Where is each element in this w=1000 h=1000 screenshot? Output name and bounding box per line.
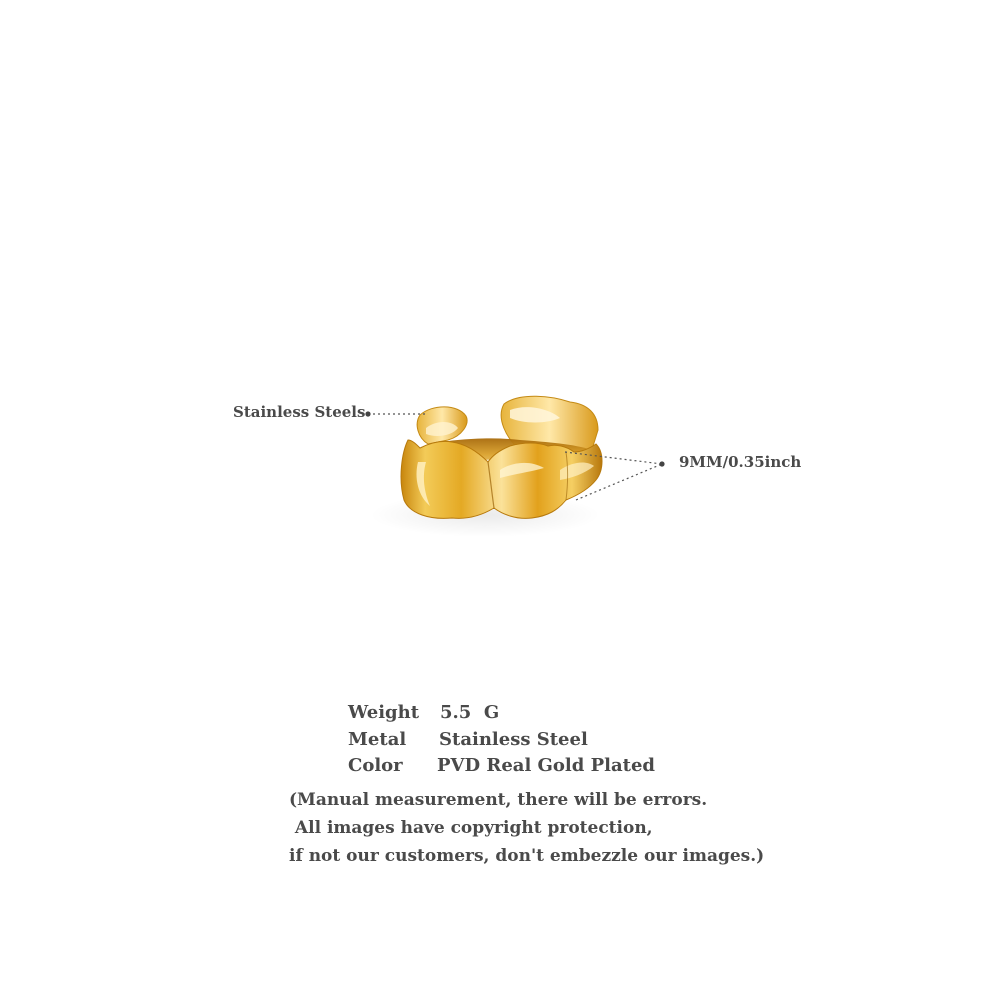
material-callout-label: Stainless Steels <box>233 403 366 421</box>
spec-value: PVD Real Gold Plated <box>437 755 656 776</box>
gold-ring <box>401 396 602 518</box>
width-callout-label: 9MM/0.35inch <box>679 453 802 471</box>
note-line-3: if not our customers, don't embezzle our images.) <box>289 846 765 866</box>
spec-key: Weight <box>348 702 420 723</box>
spec-key: Metal <box>348 728 407 750</box>
note-line-2: All images have copyright protection, <box>289 818 653 838</box>
spec-value: Stainless Steel <box>439 728 588 750</box>
spec-key: Color <box>348 755 403 776</box>
width-dot <box>659 461 664 466</box>
disclaimer-note <box>289 786 764 870</box>
note-line-1: (Manual measurement, there will be errors. <box>289 790 708 810</box>
spec-value: 5.5 G <box>440 702 500 723</box>
material-dot <box>365 411 370 416</box>
